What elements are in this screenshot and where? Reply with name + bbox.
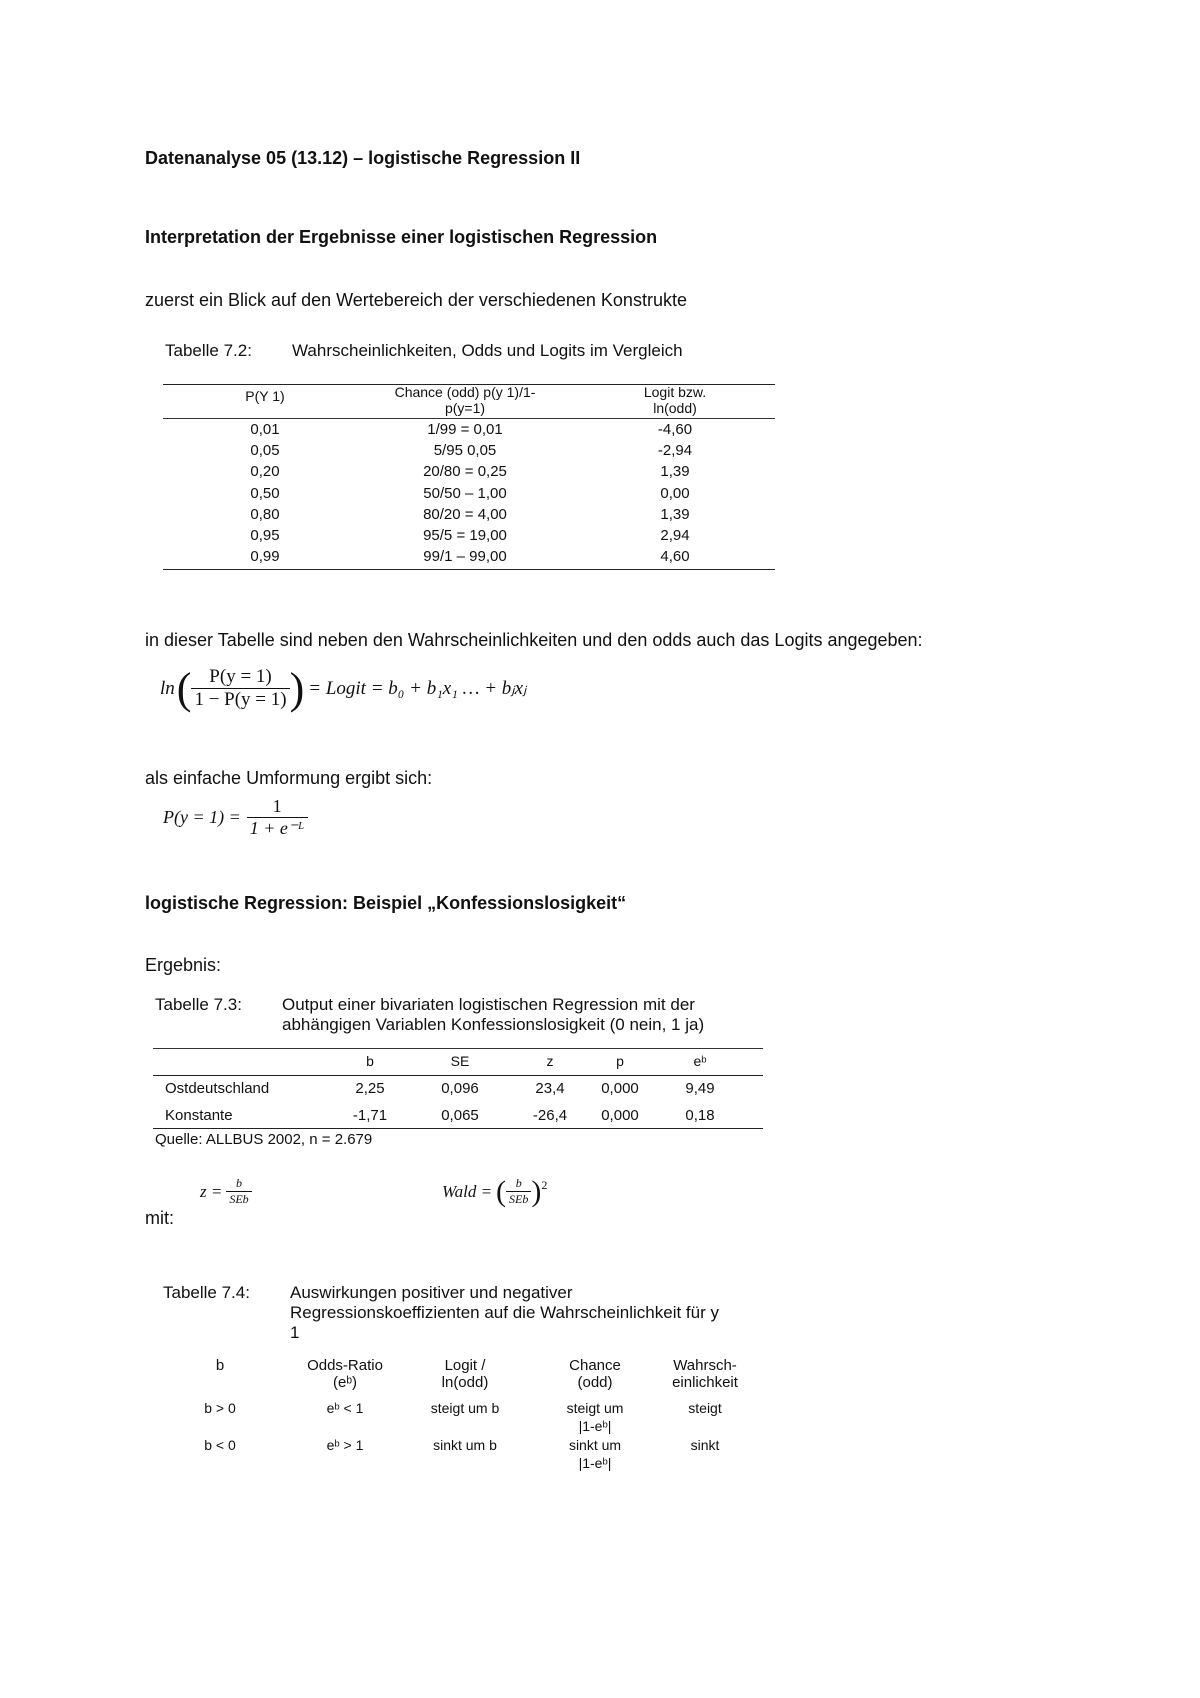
table74-cell: steigt [688,1400,722,1416]
prob-numerator: 1 [247,796,308,818]
table72-cell: 1/99 = 0,01 [427,421,503,438]
table73-header-cell: z [546,1053,554,1069]
table73-cell: 0,18 [685,1107,715,1124]
table72-header-rule [163,418,775,419]
table73-caption-line2: abhängigen Variablen Konfessionslosigkeit (0 nein, 1 ja) [282,1015,705,1034]
table73-cell: 23,4 [535,1080,565,1097]
table72-header-logit [615,384,735,416]
table74-cell: sinkt um b [433,1437,497,1453]
table74-cell: sinkt [690,1437,720,1453]
table73-row-label: Konstante [165,1107,233,1124]
table73-label: Tabelle 7.3: [155,995,242,1014]
wald-fraction [506,1176,531,1207]
table74-caption-line2: Regressionskoeffizienten auf die Wahrscheinlichkeit für y [290,1303,719,1322]
table72-cell: 1,39 [660,505,690,523]
prob-lhs: P(y = 1) = [163,807,241,827]
z-fraction [226,1176,251,1207]
table74-cell: b > 0 [204,1400,236,1416]
table73-header-rule [153,1075,763,1076]
paragraph-umformung: als einfache Umformung ergibt sich: [145,768,433,788]
table72-label: Tabelle 7.2: [165,341,252,360]
prob-fraction [247,796,308,839]
logit-formula [160,663,527,713]
logit-denominator: 1 − P(y = 1) [194,689,287,710]
table74-label: Tabelle 7.4: [163,1283,250,1302]
probability-formula [163,796,308,839]
table74-cell: steigt um |1-eᵇ| [566,1400,624,1434]
logit-open-paren: ( [176,663,192,713]
table73-header-cell: b [366,1053,374,1069]
table74-header-cell: Chance (odd) [569,1357,621,1391]
table72-cell: 95/5 = 19,00 [423,527,507,544]
logit-rhs: = Logit = b₀ + b₁x₁ … + bⱼxⱼ [308,678,527,699]
table74-header-cell: Logit / ln(odd) [441,1357,489,1391]
table73-cell: 9,49 [685,1080,715,1097]
table72-caption: Wahrscheinlichkeiten, Odds und Logits im Vergleich [292,341,683,360]
table74-header-cell: Odds-Ratio (eᵇ) [307,1357,383,1391]
table72-cell: 0,95 [250,527,280,544]
paragraph-intro: zuerst ein Blick auf den Wertebereich der verschiedenen Konstrukte [145,290,687,310]
table72-cell: 0,20 [250,463,280,481]
wald-exponent: 2 [541,1178,548,1192]
table74-cell: sinkt um |1-eᵇ| [568,1437,622,1471]
logit-numerator: P(y = 1) [191,666,289,689]
table72-cell: 0,05 [250,442,280,460]
table73-cell: 0,065 [441,1107,479,1124]
wald-denominator: SEb [509,1192,529,1206]
wald-formula [442,1176,547,1207]
table73-row-label: Ostdeutschland [165,1080,270,1097]
table72-cell: 4,60 [660,548,690,566]
table74-cell: b < 0 [204,1437,236,1453]
doc-title: Datenanalyse 05 (13.12) – logistische Regression II [145,148,581,168]
table72-cell: 0,01 [250,421,280,438]
section-heading-beispiel: logistische Regression: Beispiel „Konfessionslosigkeit“ [145,893,627,913]
table72-cell: 20/80 = 0,25 [423,463,507,481]
prob-denominator: 1 + e⁻ᴸ [249,818,305,838]
table73-cell: 0,000 [601,1107,639,1124]
mit-label: mit: [145,1208,174,1228]
ergebnis-label: Ergebnis: [145,955,222,975]
table72-cell: 50/50 – 1,00 [423,484,507,502]
z-denominator: SEb [229,1192,249,1206]
table72-header-chance [355,384,575,416]
wald-open-paren: ( [496,1174,507,1208]
wald-numerator: b [506,1176,531,1192]
table72-header-chance-line1: Chance (odd) p(y 1)/1- p(y=1) [394,384,536,416]
table73-cell: 0,000 [601,1080,639,1097]
table72-cell: 99/1 – 99,00 [423,548,507,566]
table74-cell: steigt um b [430,1400,500,1416]
table74-header-cell: b [215,1357,225,1374]
table72-cell: 2,94 [660,527,690,544]
table73-source: Quelle: ALLBUS 2002, n = 2.679 [155,1131,373,1148]
logit-ln: ln [160,677,175,699]
table73-cell: -26,4 [532,1107,568,1124]
table73-cell: 2,25 [355,1080,385,1097]
section-heading-interpretation: Interpretation der Ergebnisse einer logistischen Regression [145,227,658,247]
table72-header-logit-text: Logit bzw. ln(odd) [643,384,707,416]
table73-top-rule [153,1048,763,1049]
table74-caption-line1: Auswirkungen positiver und negativer [290,1283,573,1302]
table73-header-cell: SE [450,1053,470,1069]
table72-cell: 0,50 [250,484,280,502]
logit-fraction [191,666,289,711]
table74-cell: eᵇ < 1 [326,1400,364,1416]
table72-cell: 80/20 = 4,00 [423,505,507,523]
table72-header-p: P(Y 1) [245,388,285,404]
table73-cell: -1,71 [352,1107,388,1124]
table72-cell: 5/95 0,05 [433,442,497,460]
wald-close-paren: ) [531,1174,542,1208]
table74-header-cell: Wahrsch- einlichkeit [672,1357,738,1391]
table73-header-cell: eᵇ [693,1053,707,1069]
z-formula [200,1176,252,1207]
table73-header-cell: p [616,1053,624,1069]
z-lhs: z = [200,1181,223,1201]
table72-bottom-rule [163,569,775,570]
wald-lhs: Wald = [442,1181,493,1201]
table72-cell: 0,99 [250,548,280,566]
table74-caption-line3: 1 [290,1323,300,1342]
table72-cell: -4,60 [657,421,693,438]
logit-close-paren: ) [289,663,305,713]
table74-cell: eᵇ > 1 [326,1437,364,1453]
table72-cell: 0,00 [660,484,690,502]
table72-cell: -2,94 [657,442,693,460]
table72-cell: 1,39 [660,463,690,481]
paragraph-logits: in dieser Tabelle sind neben den Wahrscheinlichkeiten und den odds auch das Logits angegeben: [145,630,923,650]
z-numerator: b [226,1176,251,1192]
table73-caption-line1: Output einer bivariaten logistischen Regression mit der [282,995,695,1014]
table73-bottom-rule [153,1128,763,1129]
table73-cell: 0,096 [441,1080,479,1097]
table72-cell: 0,80 [250,505,280,523]
